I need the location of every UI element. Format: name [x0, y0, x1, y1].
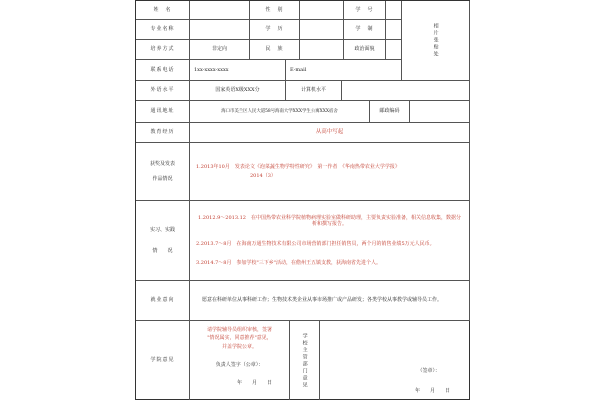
major-label: 专业名称 — [136, 20, 190, 40]
college-opinion-date: 年 月 日 — [236, 380, 272, 386]
email-label: E-mail — [286, 60, 402, 81]
education-history-label: 教育经历 — [136, 123, 190, 143]
awards-label-line1: 获奖及发表 — [149, 161, 175, 168]
photo-area — [402, 1, 470, 81]
postcode-value — [410, 101, 470, 123]
internship-label-line1: 实习、实践 — [149, 227, 175, 234]
phone-label: 联系电话 — [136, 60, 190, 81]
computer-level-label: 计算机水平 — [286, 81, 342, 101]
education-value — [300, 20, 344, 40]
student-no-value — [386, 1, 402, 20]
phone-value: 1xx-xxxx-xxxx — [190, 60, 286, 81]
name-label: 姓 名 — [136, 1, 190, 20]
education-label: 学 历 — [250, 20, 300, 40]
graduate-recommendation-form — [135, 0, 470, 400]
award-line-2: 2014（3） — [250, 173, 276, 179]
name-value — [190, 1, 250, 20]
training-mode-label: 培养方式 — [136, 40, 190, 60]
address-label: 通讯地址 — [136, 101, 190, 123]
college-opinion-note-3: 并盖学院公章。 — [221, 343, 257, 350]
career-intention-label: 就业意向 — [136, 281, 190, 321]
college-opinion-content — [190, 321, 290, 400]
school-department-label-cell — [290, 321, 320, 400]
awards-label-cell — [136, 143, 190, 201]
internship-item-2: 2.2013.7～8月 在海南万通生物技术有限公司市场营销部门担任销售员，两个月的销售业绩5万元人民币。 — [196, 240, 435, 247]
school-department-label: 学校主管部门意见 — [301, 332, 308, 389]
career-intention-text: 愿意在科研单位从事科研工作；生物技术类企业从事市场推广或产品研发；各类学校从事教学或辅导员工作。 — [190, 281, 470, 321]
foreign-language-value: 国家英语X级XXX分 — [190, 81, 286, 101]
ethnicity-label: 民 族 — [250, 40, 300, 60]
major-value — [190, 20, 250, 40]
political-status-label: 政治面貌 — [344, 40, 386, 60]
postcode-label: 邮政编码 — [370, 101, 410, 123]
foreign-language-label: 外语水平 — [136, 81, 190, 101]
internship-item-3: 3.2014.7～8月 参加学校"三下乡"活动，在儋州王五镇支教，获海南省先进个人。 — [196, 260, 382, 267]
college-opinion-signature: 负责人签字（公章）： — [215, 361, 264, 368]
political-status-value — [386, 40, 402, 60]
awards-label-line2: 作品情况 — [152, 175, 173, 182]
internship-label-cell — [136, 201, 190, 281]
education-history-hint: 从高中写起 — [190, 123, 470, 143]
college-opinion-note-1: 请学院辅导员组织审核，签署 — [206, 327, 272, 333]
college-opinion-label: 学院意见 — [136, 321, 190, 400]
awards-content — [190, 143, 470, 201]
gender-value — [300, 1, 344, 20]
training-mode-value: 非定向 — [190, 40, 250, 60]
internship-label-line2: 情 况 — [152, 247, 173, 254]
internship-content — [190, 201, 470, 281]
student-no-label: 学 号 — [344, 1, 386, 20]
gender-label: 性 别 — [250, 1, 300, 20]
address-value: 海口市美兰区人民大道58号海南大学XXX学生公寓XXX宿舍 — [190, 101, 370, 123]
award-line-1: 1.2013年10月 发表论文《泡菜蔬生物学特性研究》 第一作者 《华南热带农业大学学报》 — [196, 163, 400, 170]
photo-label: 相片张贴处 — [432, 23, 439, 58]
program-length-label: 学 制 — [344, 20, 386, 40]
school-department-seal: （签章）： — [417, 367, 440, 374]
computer-level-value — [342, 81, 470, 101]
ethnicity-value — [300, 40, 344, 60]
school-department-date: 年 月 日 — [414, 387, 450, 394]
school-department-content — [320, 321, 470, 400]
college-opinion-note-2: "情况属实，同意推荐"意见， — [207, 335, 272, 342]
program-length-value — [386, 20, 402, 40]
internship-item-1: 1.2012.9～2013.12 在中国热带农业科学院植物病理实验室做科研助理，主要负责实验准备，相关信息收集，数据分析和撰写报告。 — [198, 214, 461, 227]
